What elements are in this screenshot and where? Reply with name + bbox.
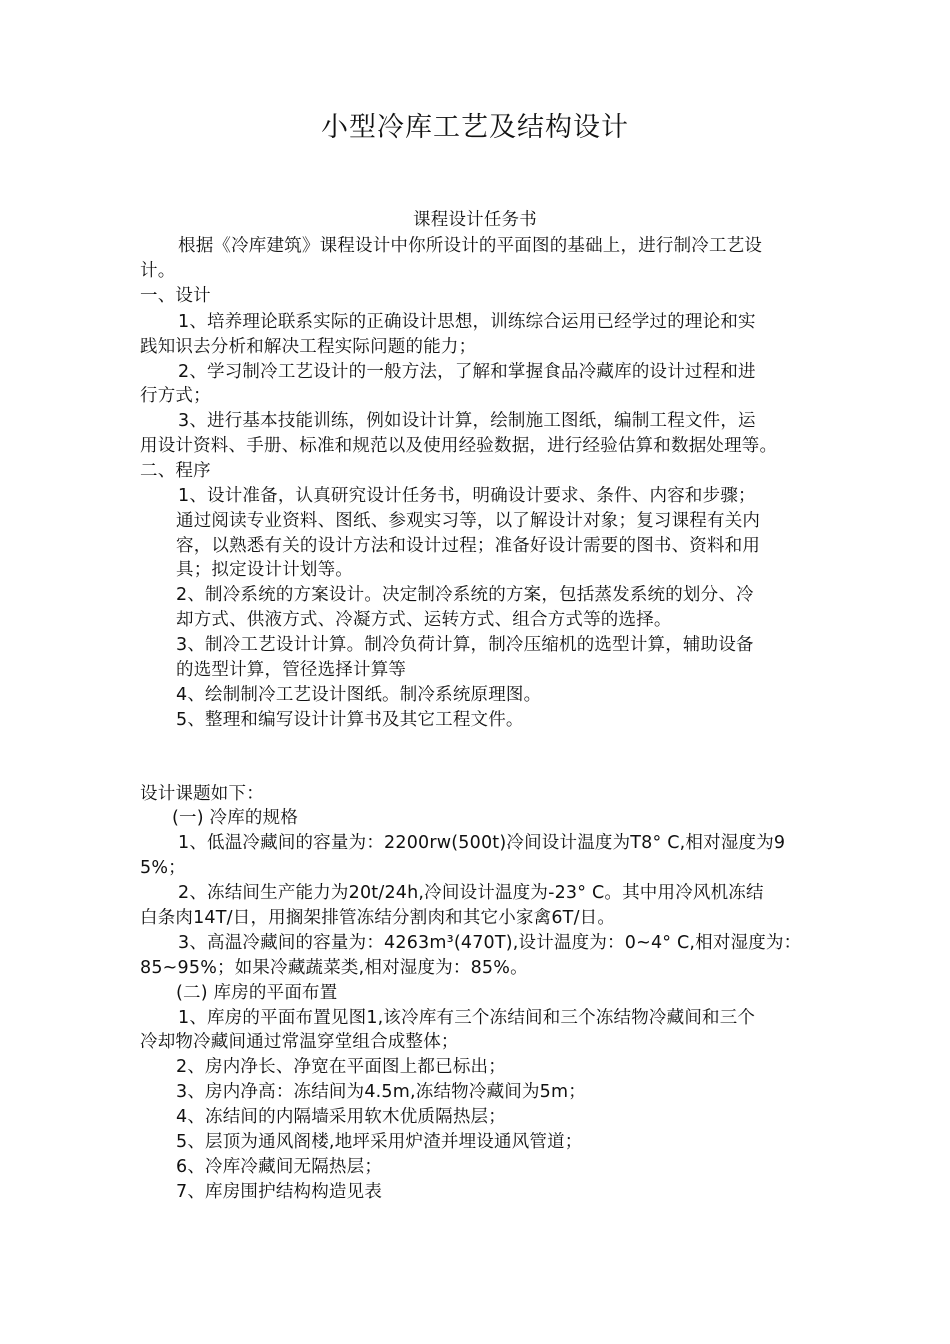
document-title: 小型冷库工艺及结构设计	[321, 112, 629, 143]
procedure-line: 具；拟定设计计划等。	[176, 560, 353, 580]
procedure-line: 却方式、供液方式、冷凝方式、运转方式、组合方式等的选择。	[176, 610, 672, 630]
layout-line: 6、冷库冷藏间无隔热层；	[176, 1157, 383, 1177]
spec-line: 85~95%；如果冷藏蔬菜类,相对湿度为：85%。	[140, 958, 528, 978]
intro-line: 计。	[140, 261, 176, 281]
spec-line: 3、高温冷藏间的容量为：4263m³(470T),设计温度为：0~4° C,相对湿度为：	[178, 933, 802, 953]
intro-line: 根据《冷库建筑》课程设计中你所设计的平面图的基础上，进行制冷工艺设	[178, 236, 763, 256]
layout-line: 7、库房围护结构构造见表	[176, 1182, 383, 1202]
document-subtitle: 课程设计任务书	[413, 210, 537, 230]
design-line: 3、进行基本技能训练，例如设计计算，绘制施工图纸，编制工程文件，运	[178, 411, 756, 431]
procedure-line: 的选型计算，管径选择计算等	[176, 660, 407, 680]
procedure-line: 1、设计准备，认真研究设计任务书，明确设计要求、条件、内容和步骤；	[178, 486, 756, 506]
procedure-line: 5、整理和编写设计计算书及其它工程文件。	[176, 710, 524, 730]
procedure-line: 3、制冷工艺设计计算。制冷负荷计算，制冷压缩机的选型计算，辅助设备	[176, 635, 754, 655]
design-line: 用设计资料、手册、标准和规范以及使用经验数据，进行经验估算和数据处理等。	[140, 436, 778, 456]
design-line: 2、学习制冷工艺设计的一般方法，了解和掌握食品冷藏库的设计过程和进	[178, 362, 756, 382]
layout-line: 5、层顶为通风阁楼,地坪采用炉渣并埋设通风管道；	[176, 1132, 583, 1152]
topics-heading: 设计课题如下：	[140, 784, 264, 804]
section-heading-procedure: 二、程序	[140, 461, 211, 481]
spec-line: 5%；	[140, 858, 186, 878]
procedure-line: 2、制冷系统的方案设计。决定制冷系统的方案，包括蒸发系统的划分、冷	[176, 585, 754, 605]
section-heading-design: 一、设计	[140, 286, 211, 306]
spec-line: 1、低温冷藏间的容量为：2200rw(500t)冷间设计温度为T8° C,相对湿度为9	[178, 833, 786, 853]
layout-line: 2、房内净长、净宽在平面图上都已标出；	[176, 1057, 506, 1077]
topics-sub-heading: (二) 库房的平面布置	[176, 983, 338, 1003]
procedure-line: 容，以熟悉有关的设计方法和设计过程；准备好设计需要的图书、资料和用	[176, 536, 761, 556]
procedure-line: 通过阅读专业资料、图纸、参观实习等，以了解设计对象；复习课程有关内	[176, 511, 761, 531]
topics-sub-heading: (一) 冷库的规格	[172, 808, 299, 828]
layout-line: 冷却物冷藏间通过常温穿堂组合成整体；	[140, 1032, 459, 1052]
layout-line: 4、冻结间的内隔墙采用软木优质隔热层；	[176, 1107, 506, 1127]
design-line: 践知识去分析和解决工程实际问题的能力；	[140, 337, 477, 357]
layout-line: 3、房内净高：冻结间为4.5m,冻结物冷藏间为5m；	[176, 1082, 586, 1102]
layout-line: 1、库房的平面布置见图1,该冷库有三个冻结间和三个冻结物冷藏间和三个	[178, 1008, 756, 1028]
procedure-line: 4、绘制制冷工艺设计图纸。制冷系统原理图。	[176, 685, 542, 705]
spec-line: 2、冻结间生产能力为20t/24h,冷间设计温度为-23° C。其中用冷风机冻结	[178, 883, 764, 903]
design-line: 1、培养理论联系实际的正确设计思想，训练综合运用已经学过的理论和实	[178, 312, 756, 332]
spec-line: 白条肉14T/日，用搁架排管冻结分割肉和其它小家禽6T/日。	[140, 908, 616, 928]
design-line: 行方式；	[140, 386, 211, 406]
